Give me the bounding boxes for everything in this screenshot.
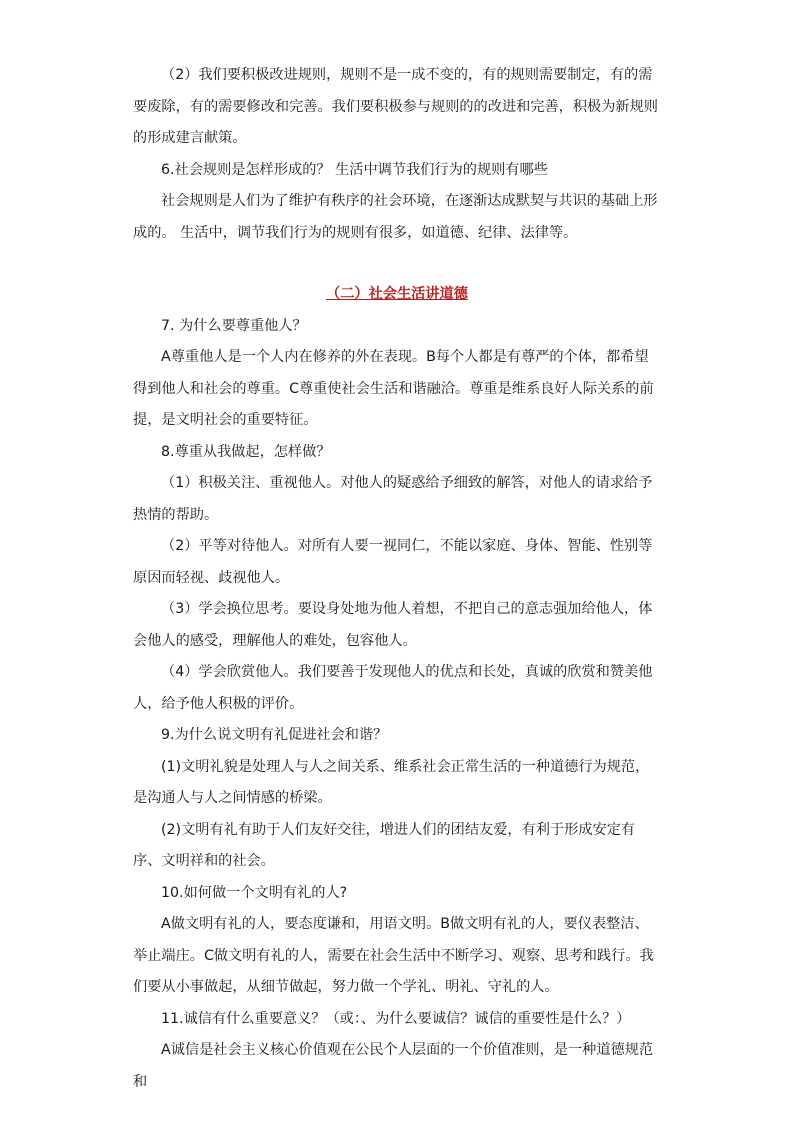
answer-8-item-4: （4）学会欣赏他人。我们要善于发现他人的优点和长处，真诚的欣赏和赞美他人，给予他人积极的评价。 bbox=[133, 664, 653, 712]
answer-8-item-2: （2）平等对待他人。对所有人要一视同仁，不能以家庭、身体、智能、性别等原因而轻视、歧视他人。 bbox=[133, 538, 653, 586]
question-6: 6.社会规则是怎样形成的？ 生活中调节我们行为的规则有哪些 bbox=[161, 161, 548, 178]
answer-8-item-1: （1）积极关注、重视他人。对他人的疑惑给予细致的解答，对他人的请求给予热情的帮助。 bbox=[133, 475, 653, 523]
answer-9-item-1: (1)文明礼貌是处理人与人之间关系、维系社会正常生活的一种道德行为规范，是沟通人与人之间情感的桥梁。 bbox=[133, 758, 650, 806]
answer-6: 社会规则是人们为了维护有秩序的社会环境，在逐渐达成默契与共识的基础上形成的。 生活中，调节我们行为的规则有很多，如道德、纪律、法律等。 bbox=[133, 193, 658, 241]
paragraph-rule-improvement: （2）我们要积极改进规则，规则不是一成不变的，有的规则需要制定，有的需要废除，有的需要修改和完善。我们要积极参与规则的的改进和完善，积极为新规则的形成建言献策。 bbox=[133, 67, 658, 146]
question-7: 7. 为什么要尊重他人？ bbox=[161, 317, 307, 334]
answer-10: A做文明有礼的人，要态度谦和，用语文明。B做文明有礼的人，要仪表整洁、举止端庄。C做文明有礼的人，需要在社会生活中不断学习、观察、思考和践行。我们要从小事做起，从细节做起，努力做一个学礼、明礼、守礼的人。 bbox=[133, 916, 654, 995]
question-11: 11.诚信有什么重要意义？（或：、为什么要诚信？诚信的重要性是什么？） bbox=[161, 1010, 631, 1027]
answer-7: A尊重他人是一个人内在修养的外在表现。B每个人都是有尊严的个体，都希望得到他人和社会的尊重。C尊重使社会生活和谐融洽。尊重是维系良好人际关系的前提，是文明社会的重要特征。 bbox=[133, 349, 654, 428]
section-gap bbox=[133, 249, 661, 279]
section-title: （二）社会生活讲道德 bbox=[326, 286, 468, 302]
question-8: 8.尊重从我做起，怎样做？ bbox=[161, 443, 331, 460]
question-9: 9.为什么说文明有礼促进社会和谐？ bbox=[161, 727, 388, 743]
answer-9-item-2: (2)文明有礼有助于人们友好交往，增进人们的团结友爱，有利于形成安定有序、文明祥和的社会。 bbox=[133, 821, 636, 869]
answer-8-item-3: （3）学会换位思考。要设身处地为他人着想，不把自己的意志强加给他人，体会他人的感受，理解他人的难处，包容他人。 bbox=[133, 601, 653, 649]
document-page bbox=[133, 60, 661, 1098]
answer-11: A诚信是社会主义核心价值观在公民个人层面的一个价值准则，是一种道德规范和 bbox=[133, 1042, 654, 1090]
question-10: 10.如何做一个文明有礼的人? bbox=[161, 884, 348, 901]
